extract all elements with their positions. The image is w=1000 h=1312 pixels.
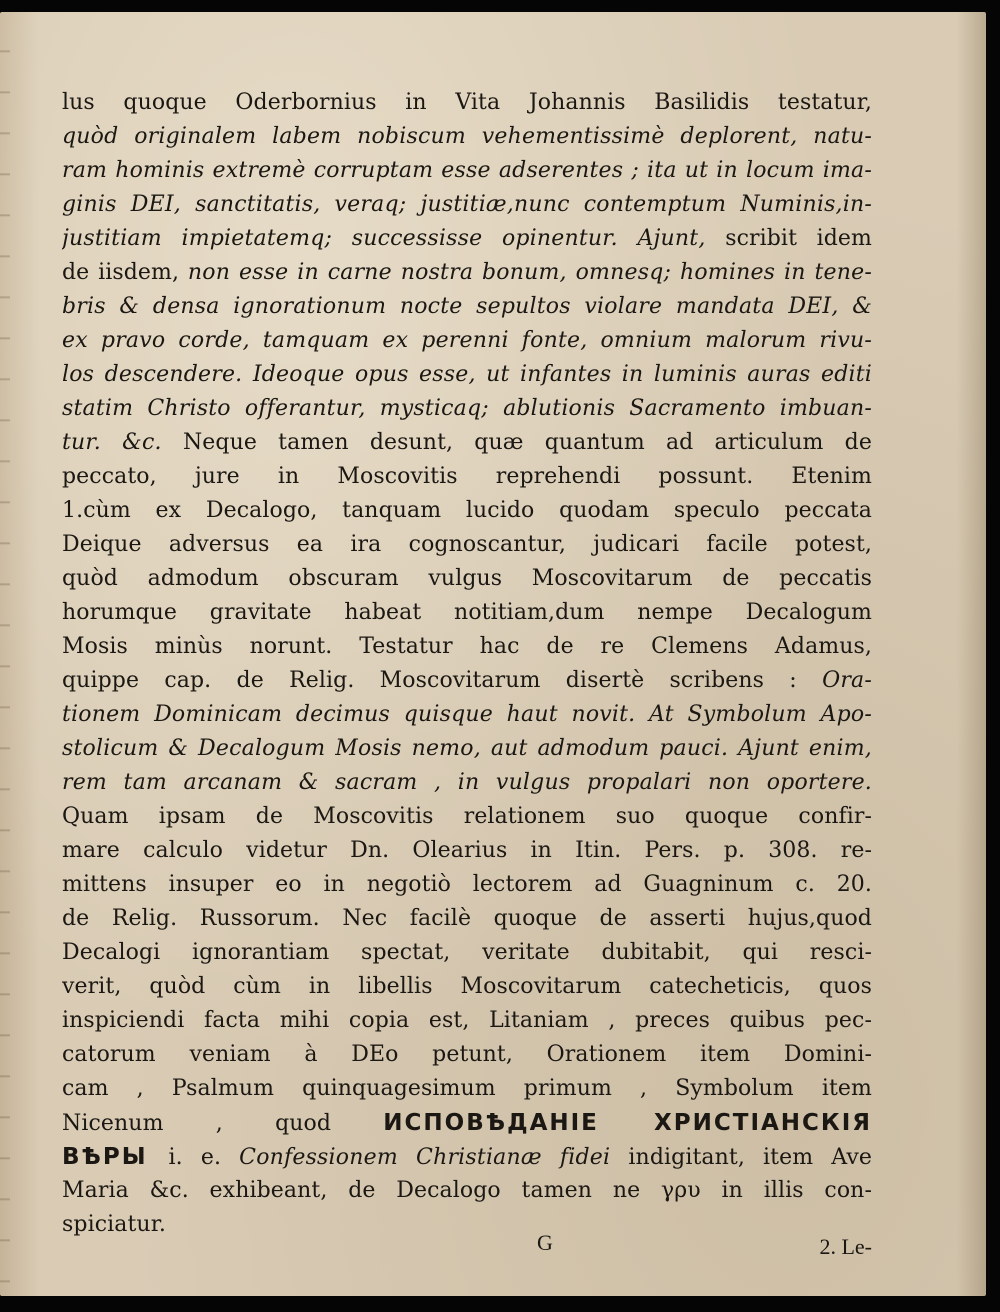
text-line: [62, 1174, 872, 1208]
text-segment: Mosis minùs norunt. Testatur hac de re Clemens Adamus,: [62, 634, 872, 659]
text-segment: rem tam arcanam & sacram , in vulgus propalari non oportere.: [62, 770, 872, 795]
text-line: [62, 358, 872, 392]
text-line: [62, 800, 872, 834]
text-segment: lus quoque Oderbornius in Vita Johannis Basilidis testatur,: [62, 90, 872, 115]
text-segment: bris & densa ignorationum nocte sepultos violare mandata DEI, &: [62, 294, 872, 319]
text-line: [62, 664, 872, 698]
text-segment: spiciatur.: [62, 1212, 166, 1237]
text-segment: cam , Psalmum quinquagesimum primum , Symbolum item: [62, 1076, 872, 1101]
text-segment: non esse in carne nostra bonum, omnesq; homines in tene-: [187, 260, 872, 285]
text-segment: quòd originalem labem nobiscum vehementissimè deplorent, natu-: [62, 124, 872, 149]
text-segment: stolicum & Decalogum Mosis nemo, aut admodum pauci. Ajunt enim,: [62, 736, 872, 761]
text-line: [62, 460, 872, 494]
text-line: [62, 902, 872, 936]
text-line: [62, 1072, 872, 1106]
text-segment: tur. &c.: [62, 430, 183, 455]
text-segment: inspiciendi facta mihi copia est, Litaniam , preces quibus pec-: [62, 1008, 872, 1033]
text-segment: Quam ipsam de Moscovitis relationem suo quoque confir-: [62, 804, 872, 829]
cyrillic-title-segment: ВѢРЫ: [62, 1144, 169, 1170]
text-segment: 1.cùm ex Decalogo, tanquam lucido quodam speculo peccata: [62, 498, 872, 523]
text-segment: verit, quòd cùm in libellis Moscovitarum catecheticis, quos: [62, 974, 872, 999]
text-line: [62, 494, 872, 528]
text-segment: Decalogi ignorantiam spectat, veritate dubitabit, qui resci-: [62, 940, 872, 965]
text-segment: i. e.: [168, 1145, 240, 1170]
text-line: [62, 1004, 872, 1038]
text-segment: catorum veniam à DEo petunt, Orationem item Domini-: [62, 1042, 872, 1067]
text-line: [62, 596, 872, 630]
signature-mark: G: [537, 1230, 553, 1255]
text-segment: quippe cap. de Relig. Moscovitarum disertè scribens :: [62, 668, 823, 693]
text-line: [62, 222, 872, 256]
text-line: [62, 426, 872, 460]
text-segment: Maria &c. exhibeant, de Decalogo tamen ne γρυ in illis con-: [62, 1178, 872, 1203]
text-segment: justitiam impietatemq; successisse opinentur. Ajunt,: [62, 226, 726, 251]
text-segment: tionem Dominicam decimus quisque haut novit. At Symbolum Apo-: [62, 702, 872, 727]
text-line: [62, 1106, 872, 1140]
text-segment: los descendere. Ideoque opus esse, ut infantes in luminis auras editi: [62, 362, 872, 387]
text-segment: mittens insuper eo in negotiò lectorem ad Guagninum c. 20.: [62, 872, 872, 897]
text-line: [62, 630, 872, 664]
text-line: [62, 698, 872, 732]
text-segment: statim Christo offerantur, mysticaq; ablutionis Sacramento imbuan-: [62, 396, 872, 421]
text-line: [62, 256, 872, 290]
text-segment: Nicenum , quod: [62, 1111, 384, 1136]
text-line: [62, 1140, 872, 1174]
text-segment: ex pravo corde, tamquam ex perenni fonte, omnium malorum rivu-: [62, 328, 872, 353]
text-line: [62, 562, 872, 596]
binding-edge: [0, 12, 10, 1296]
text-line: [62, 732, 872, 766]
text-segment: mare calculo videtur Dn. Olearius in Itin. Pers. p. 308. re-: [62, 838, 872, 863]
text-line: [62, 868, 872, 902]
text-line: [62, 936, 872, 970]
text-segment: Confessionem Christianæ fidei: [239, 1145, 629, 1170]
text-line: [62, 766, 872, 800]
text-segment: scribit idem: [725, 226, 872, 251]
text-line: [62, 392, 872, 426]
text-segment: ginis DEI, sanctitatis, veraq; justitiæ,nunc contemptum Numinis,in-: [62, 192, 872, 217]
text-line: [62, 188, 872, 222]
text-segment: horumque gravitate habeat notitiam,dum nempe Decalogum: [62, 600, 872, 625]
text-segment: Neque tamen desunt, quæ quantum ad articulum de: [182, 430, 872, 455]
text-line: [62, 1038, 872, 1072]
page-footer: [62, 1230, 872, 1266]
cyrillic-title-segment: ИСПОВѢДАНІЕ ХРИСТІАНСКІЯ: [383, 1110, 872, 1136]
text-segment: ram hominis extremè corruptam esse adserentes ; ita ut in locum ima-: [62, 158, 872, 183]
text-line: [62, 834, 872, 868]
book-page: [0, 12, 986, 1296]
text-segment: Ora-: [822, 668, 872, 693]
text-line: [62, 154, 872, 188]
text-line: [62, 970, 872, 1004]
text-line: [62, 120, 872, 154]
text-line: [62, 86, 872, 120]
text-line: [62, 290, 872, 324]
text-segment: de iisdem,: [62, 260, 188, 285]
text-line: [62, 324, 872, 358]
text-segment: peccato, jure in Moscovitis reprehendi possunt. Etenim: [62, 464, 872, 489]
text-segment: quòd admodum obscuram vulgus Moscovitarum de peccatis: [62, 566, 872, 591]
catchword: 2. Le-: [819, 1234, 872, 1259]
text-segment: Deique adversus ea ira cognoscantur, judicari facile potest,: [62, 532, 872, 557]
text-segment: indigitant, item Ave: [628, 1145, 872, 1170]
text-line: [62, 528, 872, 562]
body-text: [62, 86, 872, 1242]
text-segment: de Relig. Russorum. Nec facilè quoque de asserti hujus,quod: [62, 906, 872, 931]
